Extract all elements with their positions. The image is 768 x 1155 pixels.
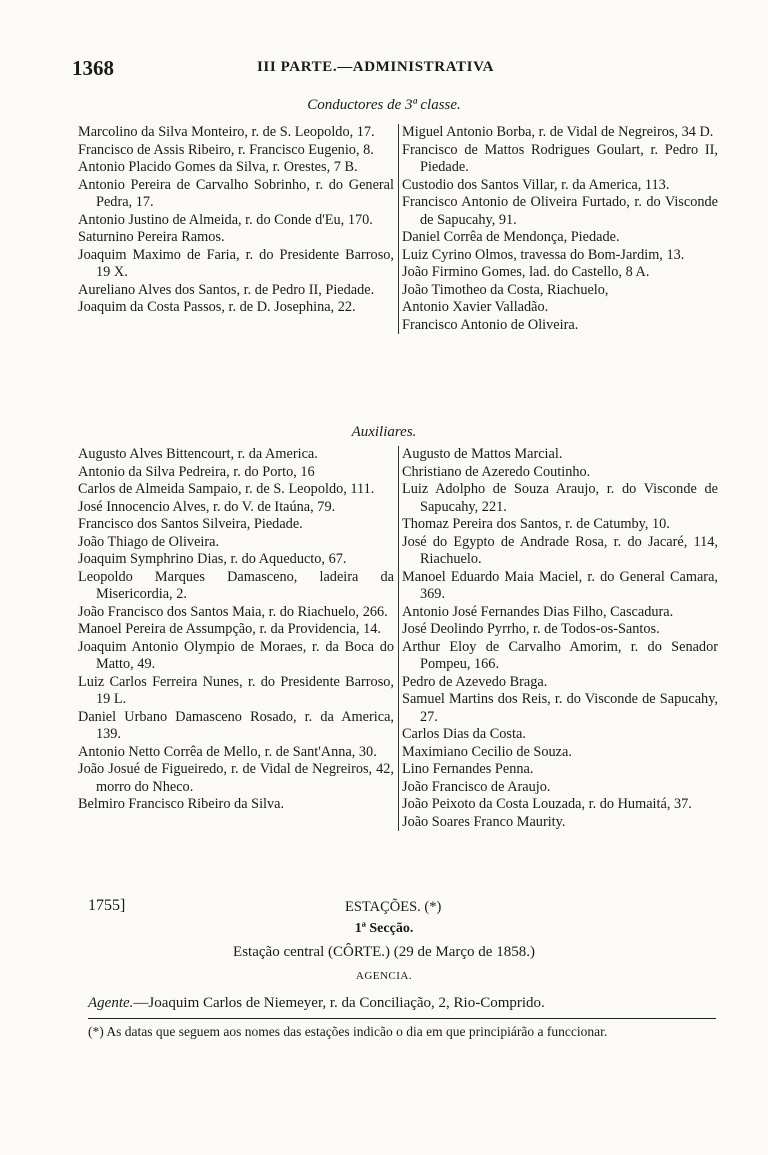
list-item: Miguel Antonio Borba, r. de Vidal de Negreiros, 34 D.	[402, 124, 714, 140]
section-title-conductores: Conductores de 3ª classe.	[307, 97, 461, 113]
stations-title: ESTAÇÕES. (*)	[345, 899, 442, 915]
list-item: Antonio Pereira de Carvalho Sobrinho, r. do General Pedra, 17.	[78, 176, 394, 210]
list-item: Augusto de Mattos Marcial.	[402, 446, 563, 462]
list-item: Arthur Eloy de Carvalho Amorim, r. do Senador Pompeu, 166.	[402, 638, 718, 672]
section-heading: 1ª Secção.	[354, 921, 414, 936]
agent-line	[88, 995, 545, 1012]
list-item: Daniel Corrêa de Mendonça, Piedade.	[402, 229, 620, 245]
list-item: Augusto Alves Bittencourt, r. da America.	[78, 446, 318, 462]
margin-number: 1755]	[88, 897, 126, 914]
list-item: Francisco de Assis Ribeiro, r. Francisco Eugenio, 8.	[78, 141, 374, 158]
list-item: Pedro de Azevedo Braga.	[402, 673, 548, 690]
list-item: Luiz Cyrino Olmos, travessa do Bom-Jardim, 13.	[402, 246, 685, 263]
agency-heading: AGENCIA.	[355, 970, 413, 982]
list-item: Antonio Netto Corrêa de Mello, r. de Sant'Anna, 30.	[78, 743, 377, 760]
list-item: João Timotheo da Costa, Riachuelo,	[402, 281, 609, 298]
list-item: Carlos de Almeida Sampaio, r. de S. Leopoldo, 111.	[78, 481, 375, 497]
list-item: João Peixoto da Costa Louzada, r. do Humaitá, 37.	[402, 796, 692, 812]
list-item: Manoel Eduardo Maia Maciel, r. do General Camara, 369.	[402, 568, 718, 602]
list-item: Christiano de Azeredo Coutinho.	[402, 463, 591, 480]
list-item: Daniel Urbano Damasceno Rosado, r. da America, 139.	[78, 708, 394, 742]
list-item: Joaquim Maximo de Faria, r. do Presidente Barroso, 19 X.	[78, 246, 394, 280]
list-item: Joaquim Antonio Olympio de Moraes, r. da Boca do Matto, 49.	[78, 638, 394, 672]
list-item: Francisco Antonio de Oliveira Furtado, r. do Visconde de Sapucahy, 91.	[402, 194, 718, 228]
list-item: Custodio dos Santos Villar, r. da America, 113.	[402, 176, 670, 193]
list-item: Saturnino Pereira Ramos.	[78, 229, 225, 245]
auxiliares-left-column	[78, 446, 394, 814]
section-title-auxiliares: Auxiliares.	[351, 424, 417, 440]
conductores-left-column	[78, 124, 394, 317]
page-number: 1368	[72, 56, 114, 80]
list-item: João Soares Franco Maurity.	[402, 813, 566, 830]
list-item: Joaquim Symphrino Dias, r. do Aqueducto, 67.	[78, 551, 347, 567]
list-item: João Thiago de Oliveira.	[78, 533, 220, 550]
list-item: Antonio Justino de Almeida, r. do Conde d'Eu, 170.	[78, 211, 373, 228]
list-item: José Deolindo Pyrrho, r. de Todos-os-Santos.	[402, 621, 660, 637]
page-header	[72, 56, 722, 82]
list-item: Lino Fernandes Penna.	[402, 761, 534, 777]
central-station-line: Estação central (CÔRTE.) (29 de Março de 1858.)	[233, 944, 535, 960]
list-item: Belmiro Francisco Ribeiro da Silva.	[78, 796, 285, 812]
list-item: Manoel Pereira de Assumpção, r. da Providencia, 14.	[78, 621, 381, 637]
list-item: João Francisco de Araujo.	[402, 778, 551, 795]
footnote-rule	[88, 1018, 716, 1019]
list-item: Maximiano Cecilio de Souza.	[402, 743, 572, 760]
list-item: Marcolino da Silva Monteiro, r. de S. Leopoldo, 17.	[78, 124, 375, 140]
list-item: Joaquim da Costa Passos, r. de D. Josephina, 22.	[78, 299, 356, 315]
auxiliares-right-column	[398, 446, 718, 831]
list-item: Antonio José Fernandes Dias Filho, Cascadura.	[402, 603, 674, 620]
page-title: III PARTE.—ADMINISTRATIVA	[257, 59, 495, 75]
list-item: João Firmino Gomes, lad. do Castello, 8 A.	[402, 264, 650, 280]
list-item: Carlos Dias da Costa.	[402, 726, 526, 742]
agent-label: Agente.	[88, 995, 134, 1011]
list-item: Antonio da Silva Pedreira, r. do Porto, 16	[78, 463, 315, 480]
list-item: Antonio Xavier Valladão.	[402, 299, 549, 315]
conductores-right-column	[398, 124, 718, 334]
list-item: Francisco de Mattos Rodrigues Goulart, r. Pedro II, Piedade.	[402, 141, 718, 175]
list-item: Leopoldo Marques Damasceno, ladeira da Misericordia, 2.	[78, 568, 394, 602]
list-item: Francisco dos Santos Silveira, Piedade.	[78, 516, 303, 532]
agent-text: —Joaquim Carlos de Niemeyer, r. da Conciliação, 2, Rio-Comprido.	[133, 995, 545, 1011]
list-item: João Francisco dos Santos Maia, r. do Riachuelo, 266.	[78, 603, 388, 620]
list-item: Aureliano Alves dos Santos, r. de Pedro II, Piedade.	[78, 281, 375, 298]
list-item: Luiz Adolpho de Souza Araujo, r. do Visconde de Sapucahy, 221.	[402, 481, 718, 515]
list-item: João Josué de Figueiredo, r. de Vidal de Negreiros, 42, morro do Nheco.	[78, 761, 394, 795]
list-item: Antonio Placido Gomes da Silva, r. Orestes, 7 B.	[78, 159, 358, 175]
list-item: José do Egypto de Andrade Rosa, r. do Jacaré, 114, Riachuelo.	[402, 533, 718, 567]
list-item: Thomaz Pereira dos Santos, r. de Catumby, 10.	[402, 516, 670, 532]
list-item: José Innocencio Alves, r. do V. de Itaúna, 79.	[78, 498, 336, 515]
footnote: (*) As datas que seguem aos nomes das estações indicão o dia em que principiárão a funccionar.	[88, 1024, 608, 1039]
list-item: Francisco Antonio de Oliveira.	[402, 316, 579, 333]
list-item: Samuel Martins dos Reis, r. do Visconde de Sapucahy, 27.	[402, 691, 718, 725]
list-item: Luiz Carlos Ferreira Nunes, r. do Presidente Barroso, 19 L.	[78, 673, 394, 707]
